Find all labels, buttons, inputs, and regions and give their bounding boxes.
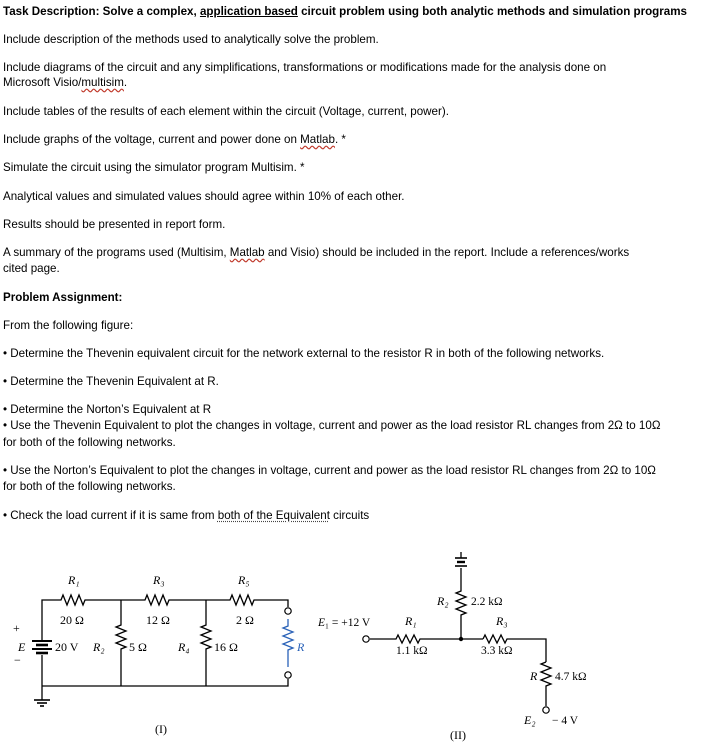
c2-load-name: R [530, 669, 538, 683]
task-title-pre: Task Description: Solve a complex, [3, 5, 200, 18]
req-graphs-pre: Include graphs of the voltage, current and power done on [3, 133, 301, 146]
c1-r3-name: R₃ [153, 573, 165, 587]
c2-e1: E₁ = +12 V [318, 617, 371, 629]
circuit-svg [0, 540, 706, 743]
req-agree: Analytical values and simulated values should agree within 10% of each other. [3, 190, 405, 203]
bullet-check-pre: • Check the load current if it is same from [3, 509, 218, 522]
bullet-check-dotted: both of the Equivalent [217, 509, 330, 522]
req-summary-line2: cited page. [3, 262, 60, 275]
bullet-check-post: circuits [329, 509, 370, 522]
c1-r4-name: R₄ [178, 640, 190, 654]
problem-heading: Problem Assignment: [3, 291, 123, 304]
c1-plus: + [13, 621, 20, 635]
task-title [3, 5, 687, 19]
req-graphs [3, 133, 346, 147]
bullet-norton-plot-line1: • Use the Norton’s Equivalent to plot the changes in voltage, current and power as the load resistor RL changes from 2Ω to 10Ω [3, 464, 656, 477]
c2-r2-name: R₂ [437, 594, 449, 608]
bullet-thevenin-at-r: • Determine the Thevenin Equivalent at R. [3, 375, 219, 388]
c2-e2: E₂ [524, 713, 536, 727]
c2-r3-value: 3.3 kΩ [481, 645, 513, 657]
req-summary-post: and Visio) should be included in the report. Include a references/works [264, 246, 630, 259]
bullet-norton-plot-line2: for both of the following networks. [3, 480, 176, 493]
c1-r3-value: 12 Ω [146, 613, 170, 627]
req-report: Results should be presented in report form. [3, 218, 226, 231]
req-tables: Include tables of the results of each element within the circuit (Voltage, current, power). [3, 105, 449, 118]
c1-r2-name: R₂ [93, 640, 105, 654]
c1-r5-name: R₅ [238, 573, 250, 587]
c2-e1-text: ₁ = +12 V [325, 617, 371, 629]
c1-source-name: E [18, 640, 26, 654]
c2-r1-name: R₁ [405, 614, 417, 628]
task-title-underlined: application based [199, 5, 298, 18]
c1-r2-value: 5 Ω [129, 640, 147, 654]
req-methods: Include description of the methods used to analytically solve the problem. [3, 33, 379, 46]
req-graphs-matlab: Matlab [300, 133, 335, 146]
c2-load-value: 4.7 kΩ [555, 671, 587, 683]
req-simulate: Simulate the circuit using the simulator program Multisim. * [3, 161, 305, 174]
req-diagrams-line1: Include diagrams of the circuit and any simplifications, transformations or modifications made for the analysis done on [3, 61, 607, 74]
c2-e2-value: − 4 V [552, 715, 579, 727]
c1-r1-value: 20 Ω [60, 613, 84, 627]
c1-label: (I) [155, 722, 167, 736]
c1-minus: − [14, 653, 21, 667]
c1-r1-name: R₁ [68, 573, 80, 587]
c2-label: (II) [450, 728, 466, 742]
bullet-thevenin-plot-line1: • Use the Thevenin Equivalent to plot the changes in voltage, current and power as the load resistor RL changes from 2Ω to 10Ω [3, 419, 661, 432]
task-title-post: circuit problem using both analytic methods and simulation programs [297, 5, 687, 18]
circuit-figures [0, 540, 706, 743]
bullet-thevenin-plot-line2: for both of the following networks. [3, 436, 176, 449]
problem-intro: From the following figure: [3, 319, 134, 332]
c1-source-value: 20 V [55, 640, 79, 654]
req-graphs-post: . * [334, 133, 346, 146]
req-diagrams-b1: Microsoft Visio/ [3, 76, 82, 89]
bullet-norton-at-r: • Determine the Norton’s Equivalent at R [3, 403, 212, 416]
req-summary-matlab: Matlab [229, 246, 265, 259]
c2-r2-value: 2.2 kΩ [471, 596, 503, 608]
req-summary-pre: A summary of the programs used (Multisim, [3, 246, 230, 259]
req-diagrams-b3: . [123, 76, 128, 89]
c1-r5-value: 2 Ω [236, 613, 254, 627]
c2-r1-value: 1.1 kΩ [396, 645, 428, 657]
c1-load-name: R [297, 640, 305, 654]
req-summary-line1 [3, 246, 629, 260]
req-diagrams-multisim: multisim [81, 76, 124, 89]
bullet-check-current [3, 509, 369, 523]
c1-r4-value: 16 Ω [214, 640, 238, 654]
req-diagrams-line2 [3, 76, 127, 90]
c2-r3-name: R₃ [496, 614, 508, 628]
bullet-thevenin-network: • Determine the Thevenin equivalent circuit for the network external to the resistor R in both of the following networks. [3, 347, 605, 360]
